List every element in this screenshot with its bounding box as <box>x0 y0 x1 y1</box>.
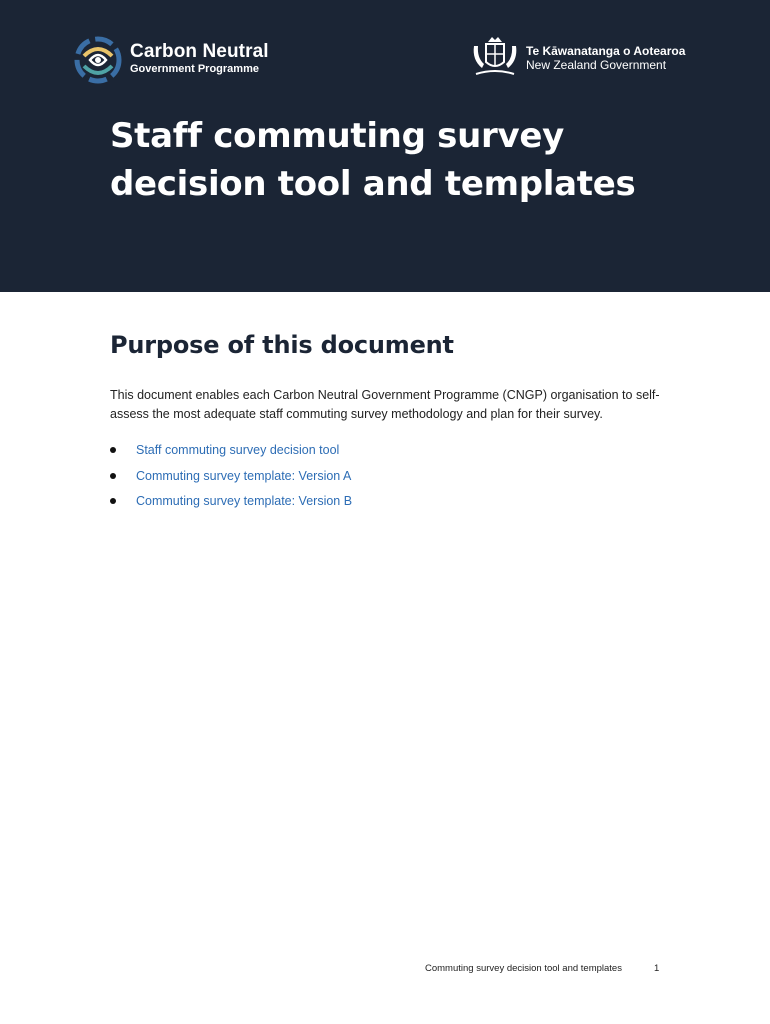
section-heading: Purpose of this document <box>110 331 454 359</box>
purpose-paragraph: This document enables each Carbon Neutral Government Programme (CNGP) organisation to self-assess the most adequate staff commuting survey methodology and plan for their survey. <box>110 388 660 421</box>
cngp-logo <box>74 36 294 84</box>
template-version-b-link[interactable]: Commuting survey template: Version B <box>136 494 353 508</box>
bullet-icon <box>110 447 116 453</box>
page-number: 1 <box>654 963 660 974</box>
bullet-icon <box>110 473 116 479</box>
cngp-logo-line1: Carbon Neutral <box>130 41 269 62</box>
nzgov-logo-line1: Te Kāwanatanga o Aotearoa <box>526 44 686 58</box>
nz-government-logo <box>470 34 700 80</box>
decision-tool-link[interactable]: Staff commuting survey decision tool <box>136 443 340 457</box>
footer-text: Commuting survey decision tool and templates <box>425 963 622 974</box>
bullet-icon <box>110 498 116 504</box>
nzgov-logo-line2: New Zealand Government <box>526 58 667 72</box>
template-version-a-link[interactable]: Commuting survey template: Version A <box>136 468 352 483</box>
header-banner <box>0 0 770 292</box>
cngp-emblem-icon <box>74 36 122 84</box>
coat-of-arms-icon <box>470 34 520 80</box>
document-title: Staff commuting survey decision tool and templates <box>110 116 636 204</box>
cngp-logo-line2: Government Programme <box>130 63 259 75</box>
